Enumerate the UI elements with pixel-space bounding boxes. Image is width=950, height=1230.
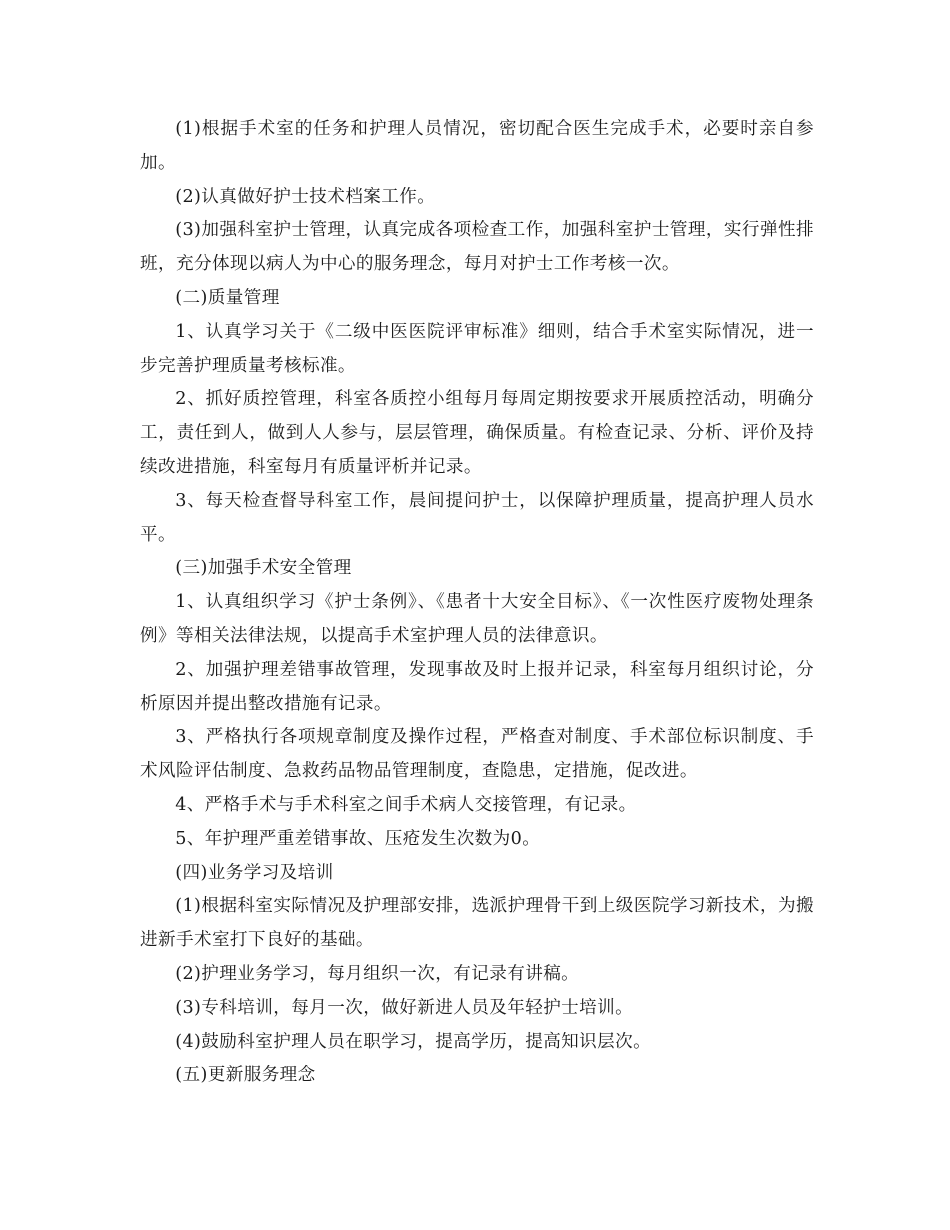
section-heading-quality: (二)质量管理 <box>175 287 280 308</box>
section-heading-service: (五)更新服务理念 <box>175 1065 316 1086</box>
paragraph-16: (2)护理业务学习，每月组织一次，有记录有讲稿。 <box>175 963 580 984</box>
paragraph-17: (3)专科培训，每月一次，做好新进人员及年轻护士培训。 <box>175 997 634 1018</box>
paragraph-12: 4、严格手术与手术科室之间手术病人交接管理，有记录。 <box>175 794 637 815</box>
document-body <box>140 113 814 1093</box>
paragraph-9: 1、认真组织学习《护士条例》、《患者十大安全目标》、《一次性医疗废物处理条例》等相关法律法规，以提高手术室护理人员的法律意识。 <box>140 592 814 646</box>
paragraph-18: (4)鼓励科室护理人员在职学习，提高学历，提高知识层次。 <box>175 1031 652 1052</box>
paragraph-1: (1)根据手术室的任务和护理人员情况，密切配合医生完成手术，必要时亲自参加。 <box>140 119 814 173</box>
paragraph-6: 2、抓好质控管理，科室各质控小组每月每周定期按要求开展质控活动，明确分工，责任到人，做到人人参与，层层管理，确保质量。有检查记录、分析、评价及持续改进措施，科室每月有质量评析并记录。 <box>140 389 814 477</box>
paragraph-15: (1)根据科室实际情况及护理部安排，选派护理骨干到上级医院学习新技术，为搬进新手术室打下良好的基础。 <box>140 896 814 951</box>
section-heading-training: (四)业务学习及培训 <box>175 862 334 883</box>
paragraph-3: (3)加强科室护士管理，认真完成各项检查工作，加强科室护士管理，实行弹性排班，充分体现以病人为中心的服务理念，每月对护士工作考核一次。 <box>140 220 814 275</box>
paragraph-10: 2、加强护理差错事故管理，发现事故及时上报并记录，科室每月组织讨论，分析原因并提出整改措施有记录。 <box>140 659 814 714</box>
paragraph-7: 3、每天检查督导科室工作，晨间提问护士，以保障护理质量，提高护理人员水平。 <box>140 490 814 545</box>
paragraph-5: 1、认真学习关于《二级中医医院评审标准》细则，结合手术室实际情况，进一步完善护理质量考核标准。 <box>140 321 814 376</box>
paragraph-11: 3、严格执行各项规章制度及操作过程，严格查对制度、手术部位标识制度、手术风险评估制度、急救药品物品管理制度，查隐患，定措施，促改进。 <box>140 727 814 782</box>
paragraph-2: (2)认真做好护士技术档案工作。 <box>175 186 436 207</box>
paragraph-13: 5、年护理严重差错事故、压疮发生次数为0。 <box>175 828 541 849</box>
section-heading-safety: (三)加强手术安全管理 <box>175 558 352 579</box>
